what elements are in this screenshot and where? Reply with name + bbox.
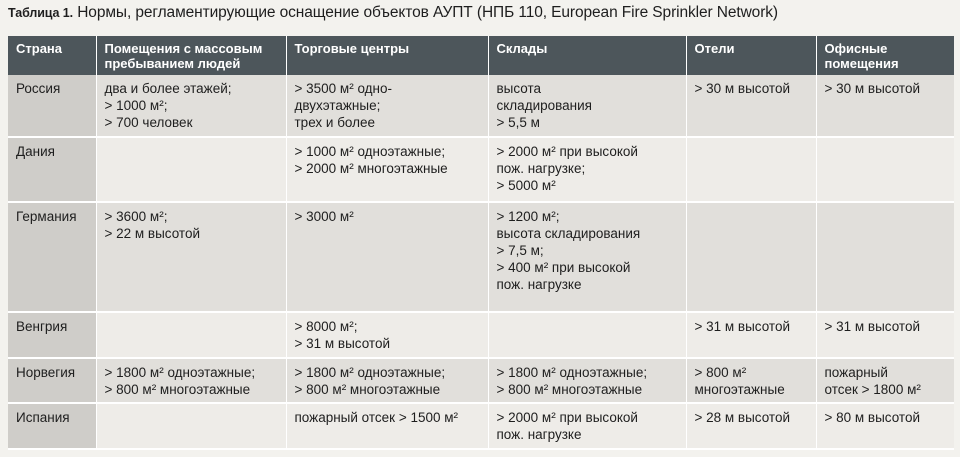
hotels-cell [686,137,816,202]
hotels-cell [686,358,816,404]
cell-line: > 8000 м²; [294,319,358,335]
retail-cell [286,358,488,404]
hotels-cell [686,312,816,358]
cell-line: > 1800 м² одноэтажные; [294,364,446,380]
country-cell: Дания [8,137,96,202]
table-header-row [8,36,954,75]
country-cell: Венгрия [8,312,96,358]
cell-line: высота складирования [496,226,641,242]
hotels-cell [686,403,816,449]
offices-cell [816,75,954,137]
mass-cell [96,75,286,137]
cell-line: > 400 м² при высокой [496,260,631,276]
cell-line: > 5000 м² [496,178,556,194]
cell-line: > 28 м высотой [694,410,791,426]
cell-line: многоэтажные [694,381,785,397]
cell-line: складирования [496,98,592,113]
storage-cell [488,75,686,137]
cell-line: > 800 м² многоэтажные [294,381,441,397]
cell-line: пож. нагрузке; [496,161,586,177]
cell-line: > 1800 м² одноэтажные; [496,364,648,380]
caption-label: Таблица 1. [8,6,73,20]
cell-line: > 3500 м² одно- [294,81,392,96]
table-row [8,202,954,312]
offices-cell [816,202,954,312]
header-mass-occupancy: Помещения с массовым пребыванием людей [96,36,286,75]
retail-cell [286,403,488,449]
cell-line: > 31 м высотой [694,319,791,335]
cell-line: > 7,5 м; [496,243,544,259]
cell-line: > 22 м высотой [104,226,201,242]
cell-line: > 1200 м²; [496,209,560,225]
storage-cell [488,358,686,404]
header-country: Страна [8,36,96,75]
mass-cell [96,312,286,358]
table-body [8,75,954,449]
hotels-cell [686,75,816,137]
cell-line: > 1800 м² одноэтажные; [104,364,256,380]
cell-line: > 1000 м² одноэтажные; [294,144,446,160]
regulations-table [8,36,954,450]
cell-line: > 80 м высотой [824,410,921,426]
cell-line: > 31 м высотой [294,336,391,352]
cell-line: > 30 м высотой [694,81,791,96]
cell-line: > 800 м² [694,364,747,380]
cell-line: два и более этажей; [104,81,232,96]
offices-cell [816,137,954,202]
cell-line: пожарный отсек > 1500 м² [294,410,459,426]
table-row [8,75,954,137]
country-cell: Россия [8,75,96,137]
retail-cell [286,137,488,202]
storage-cell [488,137,686,202]
table-row [8,403,954,449]
header-warehouses: Склады [488,36,686,75]
offices-cell [816,403,954,449]
header-offices: Офисные помещения [816,36,954,75]
country-cell: Германия [8,202,96,312]
cell-line: отсек > 1800 м² [824,381,921,397]
cell-line: > 2000 м² при высокой [496,410,638,426]
retail-cell [286,202,488,312]
cell-line: пож. нагрузке [496,277,582,293]
cell-line: > 2000 м² при высокой [496,144,638,160]
cell-line: > 2000 м² многоэтажные [294,161,448,177]
cell-line: двухэтажные; [294,98,381,113]
mass-cell [96,202,286,312]
cell-line: > 31 м высотой [824,319,921,335]
cell-line: > 700 человек [104,115,193,130]
country-cell: Норвегия [8,358,96,404]
cell-line: высота [496,81,542,96]
table-row [8,358,954,404]
offices-cell [816,358,954,404]
mass-cell [96,137,286,202]
header-retail-centers: Торговые центры [286,36,488,75]
table-row [8,312,954,358]
cell-line: пож. нагрузке [496,427,582,443]
mass-cell [96,358,286,404]
hotels-cell [686,202,816,312]
storage-cell [488,202,686,312]
cell-line: > 3000 м² [294,209,354,225]
cell-line: > 3600 м²; [104,209,168,225]
table-caption [8,4,778,22]
storage-cell [488,403,686,449]
retail-cell [286,312,488,358]
cell-line: > 5,5 м [496,115,540,130]
cell-line: > 800 м² многоэтажные [496,381,643,397]
caption-title: Нормы, регламентирующие оснащение объектов АУПТ (НПБ 110, European Fire Sprinkler Network) [77,4,778,21]
header-hotels: Отели [686,36,816,75]
cell-line: пожарный [824,364,888,380]
cell-line: > 800 м² многоэтажные [104,381,251,397]
cell-line: > 1000 м²; [104,98,168,113]
cell-line: трех и более [294,115,376,130]
mass-cell [96,403,286,449]
cell-line: > 30 м высотой [824,81,921,96]
country-cell: Испания [8,403,96,449]
retail-cell [286,75,488,137]
table-row [8,137,954,202]
offices-cell [816,312,954,358]
storage-cell [488,312,686,358]
